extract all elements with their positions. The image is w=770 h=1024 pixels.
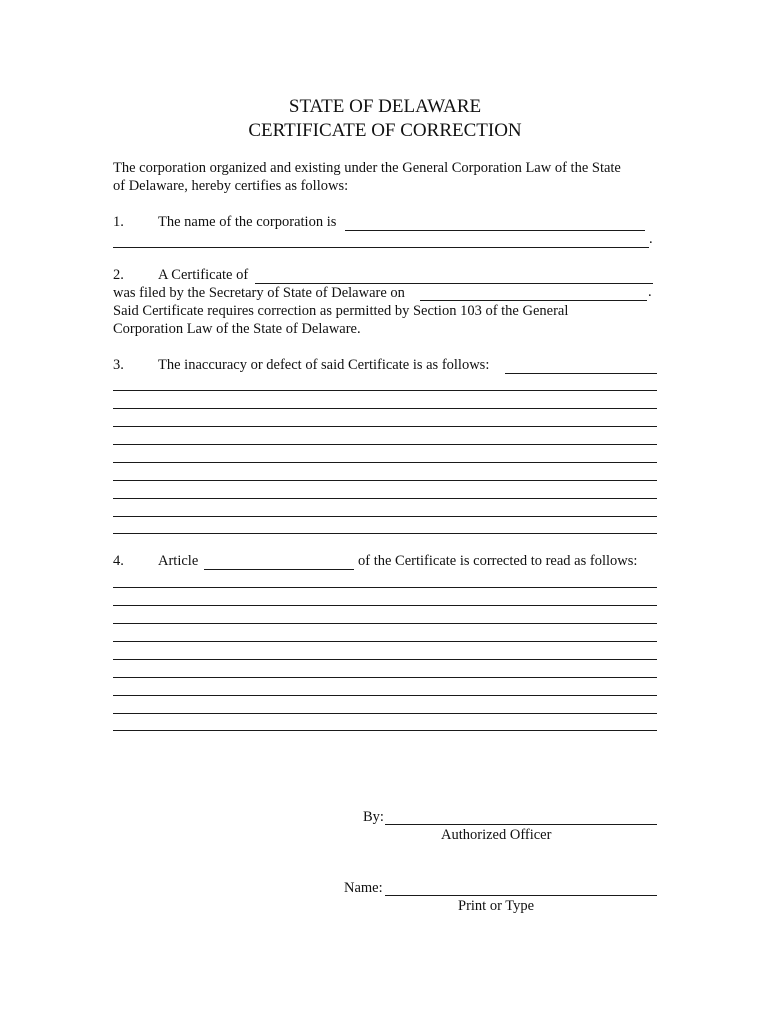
- correction-line[interactable]: [113, 713, 657, 714]
- printed-name-field[interactable]: [385, 895, 657, 896]
- authorized-officer-caption: Authorized Officer: [441, 827, 552, 843]
- item-2-period: .: [648, 284, 652, 300]
- item-3-label: The inaccuracy or defect of said Certificate is as follows:: [158, 357, 490, 373]
- correction-line[interactable]: [113, 730, 657, 731]
- by-label: By:: [363, 809, 384, 825]
- correction-line[interactable]: [113, 587, 657, 588]
- item-3-number: 3.: [113, 357, 124, 373]
- inaccuracy-line[interactable]: [113, 533, 657, 534]
- item-1-number: 1.: [113, 214, 124, 230]
- document-title: STATE OF DELAWARE: [288, 96, 482, 117]
- inaccuracy-line[interactable]: [113, 480, 657, 481]
- correction-line[interactable]: [113, 695, 657, 696]
- item-4-label-suffix: of the Certificate is corrected to read as follows:: [358, 553, 638, 569]
- inaccuracy-line[interactable]: [113, 462, 657, 463]
- item-4-number: 4.: [113, 553, 124, 569]
- item-2-filed-text: was filed by the Secretary of State of Delaware on: [113, 285, 405, 301]
- item-2-line-3: Said Certificate requires correction as permitted by Section 103 of the General: [113, 303, 569, 319]
- inaccuracy-line[interactable]: [113, 498, 657, 499]
- correction-line[interactable]: [113, 605, 657, 606]
- corporation-name-field-continued[interactable]: [113, 247, 649, 248]
- correction-line[interactable]: [113, 623, 657, 624]
- name-label: Name:: [344, 880, 383, 896]
- item-1-label: The name of the corporation is: [158, 214, 337, 230]
- inaccuracy-line[interactable]: [113, 408, 657, 409]
- inaccuracy-line[interactable]: [113, 426, 657, 427]
- correction-line[interactable]: [113, 659, 657, 660]
- inaccuracy-field[interactable]: [505, 373, 657, 374]
- correction-line[interactable]: [113, 641, 657, 642]
- correction-line[interactable]: [113, 677, 657, 678]
- intro-line-2: of Delaware, hereby certifies as follows:: [113, 178, 349, 194]
- item-1-period: .: [649, 231, 653, 247]
- item-2-line-4: Corporation Law of the State of Delaware.: [113, 321, 361, 337]
- signature-field[interactable]: [385, 824, 657, 825]
- inaccuracy-line[interactable]: [113, 444, 657, 445]
- article-number-field[interactable]: [204, 569, 354, 570]
- corporation-name-field[interactable]: [345, 230, 645, 231]
- intro-line-1: The corporation organized and existing under the General Corporation Law of the State: [113, 160, 621, 176]
- item-2-label: A Certificate of: [158, 267, 249, 283]
- inaccuracy-line[interactable]: [113, 390, 657, 391]
- inaccuracy-line[interactable]: [113, 516, 657, 517]
- item-4-label-prefix: Article: [158, 553, 199, 569]
- print-or-type-caption: Print or Type: [458, 898, 535, 914]
- document-subtitle: CERTIFICATE OF CORRECTION: [248, 120, 522, 141]
- filing-date-field[interactable]: [420, 300, 647, 301]
- item-2-number: 2.: [113, 267, 124, 283]
